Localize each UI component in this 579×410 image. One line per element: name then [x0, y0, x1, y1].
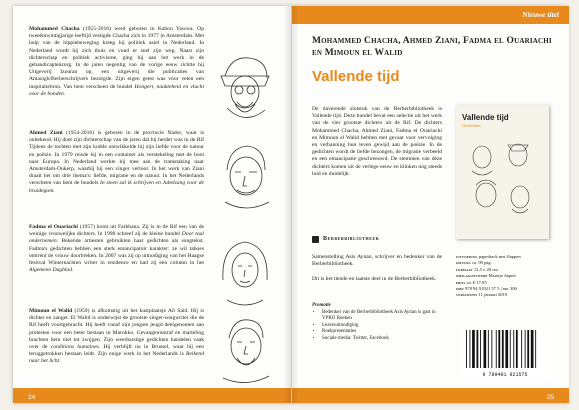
spec-key: omslagontwerp: [456, 273, 488, 279]
barcode-bar: [488, 330, 489, 368]
bio-text: (1957) komt uit Farkhana. Zij is in de Rif een van de weinige vrouwelijke dichters. In 1998 schreef zij de kleine bundel: [29, 224, 204, 238]
cover-illustration: [456, 105, 549, 239]
promotion-heading: Promotie: [312, 303, 331, 308]
spec-value: paperback met flappen: [478, 254, 521, 259]
barcode-bar: [513, 330, 514, 368]
bottom-stripe: [13, 388, 291, 403]
spec-value: 12,5 x 20 cm: [473, 266, 498, 272]
barcode-bar: [531, 330, 534, 368]
barcode-bar: [477, 330, 479, 368]
bio-text: Bekende artiesten gebruikten haar gedichten als songtekst. Fadma's gedichten hebben een sterk emancipatoir karakter: ze wil taboes omtrent de vrouw doorbreken. In 2007 was zij op uitnodiging van het Haagse festival Winternachten writer in residence en had zij een column in het: [29, 238, 204, 267]
barcode-bar: [535, 330, 536, 368]
bio-work: Algemeen Dagblad.: [29, 267, 74, 274]
spec-key: uitvoering: [456, 254, 478, 259]
promotion-list: [312, 310, 442, 343]
bio-text: (1959) is afkomstig uit het kustplaatsje Aït Said. Hij is dichter en zanger. El Walid is onderwijst de grootste singer-songwriter die de Rif heeft voortgebracht. Hij heeft vanaf zijn jongste jeugd deelgenomen aan protesten voor een beter bestaan in Marokko. Gevangenisstraf en marteling brachten hem niet tot zwijgen. Zijn weerbarstige gedichten handelen vaak over de: [29, 308, 205, 351]
book-spread: [13, 6, 568, 403]
bio-name: Mohammed Chacha: [29, 26, 80, 32]
isbn-barcode: [460, 328, 550, 378]
cover-subtitle: Gedichten: [462, 123, 481, 128]
spec-key: isbn: [456, 286, 464, 292]
bio-work: Door taal ondernemen.: [29, 231, 204, 245]
bio-work: In steen zal ik schrijven en Jubelzang voor de bruidegom.: [29, 180, 204, 194]
barcode-bar: [527, 330, 529, 368]
barcode-bar: [484, 330, 487, 368]
spec-key: formaat: [456, 266, 473, 272]
bio-work: conditions humaines.: [50, 344, 101, 351]
portrait-ouariachi: [211, 230, 279, 310]
barcode-bar: [521, 330, 522, 368]
compiler-note: Samenstelling Asis Aynan, schrijver en bedenker van de Berberbibliotheek.: [312, 254, 442, 268]
publisher-mark-icon: [312, 236, 319, 243]
barcode-bar: [466, 330, 467, 368]
barcode-bar: [505, 330, 508, 368]
promotion-block: [312, 303, 442, 343]
bio-text: (1955-2016) werd geboren in Kahou Yawwa. Op tweeëntwintigjarige leeftijd vestigde Chacha zich in 1977 in Amsterdam. Met hulp van de hippiebeweging kreeg hij politiek asiel in Nederland. In Nederland wordt hij zich thuis en vond er snel zijn weg. Naast zijn dichterschap en politiek activisme, ging hij aan het werk in de gehandicaptenzorg. In de jaren negentig van de vorige eeuw richtte hij Uitgeverij Izouran op, een uitgeverij die publicaties van Amazigh/Berberschrijvers bezorgde. Zijn eigen geest was voor velen een inspiratiebron. Van hem verscheen de bundel: [29, 26, 205, 90]
bio-ouariachi: [29, 224, 204, 274]
book-cover: [456, 105, 549, 239]
bottom-stripe: [292, 388, 569, 403]
page-number: 25: [546, 394, 554, 401]
book-description: De daverende slotstuk van de Berberbibliotheek is Vallende tijd. Deze bundel bevat een selectie uit het werk van de vier grootste dichters uit de Rif. De dichters Mohammed Chacha, Ahmed Ziani, Fadma el Ouariachi en Mimoun el Walid hebben met gevaar voor vervolging en verbanning hun leven gewijd aan de poëzie. In de gedichten wordt de liefde bezongen, de migratie verbeeld en een emancipatie geschreeuwd. De stemmen van deze dichters komen uit de verlege eeuw en klinken nog steeds luid en duidelijk.: [312, 106, 442, 177]
spec-value: ca. € 17,95: [466, 279, 487, 285]
section-header: [292, 6, 569, 24]
portrait-chacha: [211, 46, 279, 126]
barcode-bar: [510, 330, 511, 368]
barcode-bar: [502, 330, 504, 368]
barcode-bar: [496, 330, 497, 368]
book-title: Vallende tijd: [312, 68, 400, 85]
bio-chacha: [29, 26, 204, 98]
cover-title: Vallende tijd: [462, 113, 509, 122]
barcode-digits: 9 789491 921575: [482, 372, 528, 378]
barcode-bar: [525, 330, 526, 368]
spec-value: Maartje Jaquet: [488, 273, 516, 279]
portrait-elwalid: [211, 308, 279, 388]
bio-work: Reikend naar het licht.: [29, 351, 204, 365]
barcode-bar: [470, 330, 471, 368]
section-label: Nieuwe titel: [522, 10, 559, 19]
promotion-item: • Bedenker van de Berberbibliotheek Asis Aynan is gast in VPRO Boeken: [322, 310, 442, 323]
spec-key: omvang: [456, 260, 471, 266]
bio-ziani: [29, 130, 204, 195]
spec-key: prijs: [456, 279, 466, 285]
spec-value: 11 januari 2019: [478, 292, 508, 298]
left-page: [13, 6, 291, 403]
barcode-bar: [516, 330, 518, 368]
book-specs: [456, 254, 556, 299]
portrait-ziani: [211, 136, 279, 216]
barcode-bar: [480, 330, 481, 368]
promotion-item: • Sociale media: Twitter, Facebook: [322, 336, 442, 343]
promotion-item: • Lezersuitnodiging: [322, 323, 442, 330]
series-note: Dit is het tiende en laatste deel in de Berberbibliotheek.: [312, 276, 437, 282]
promotion-item: • Boekpresentaties: [322, 329, 442, 336]
spec-row: [456, 292, 556, 298]
barcode-bar: [472, 330, 475, 368]
spec-value: 978 94 91921 57 5 | nur 306: [464, 286, 517, 292]
barcode-bar: [491, 330, 492, 368]
spine-shadow: [283, 6, 299, 403]
bio-work: Hongert, naakteheid en vlucht voor de bonden.: [29, 83, 204, 97]
spec-key: verschijnt: [456, 292, 478, 298]
bio-name: Fadma el Ouariachi: [29, 224, 78, 230]
barcode-bar: [498, 330, 500, 368]
bio-text: (1954-2016) is geboren in de provincie Nador, waar is onbekend. Hij doet zijn dichterschap van de jaren dat hij herder was in de Rif Tijdens de tochten met zijn kudde ontwikkelde hij zijn liefde voor de natuur en poëzie. In 1979 reisde hij in een container als verstekeling met de boot naar Europa. In Nederland werkte hij mee aan de tramstaking naar Amsterdam-Oukerp, waarbij hij een vinger verloor. In het werk van Ziani draait het om drie thema's: liefde, migratie en de natuur. In het Nederlands verscheen van hem de bundels: [29, 130, 204, 187]
spec-value: ca. 90 pag.: [471, 260, 492, 266]
publisher-logo: [312, 234, 442, 244]
bio-elwalid: [29, 308, 204, 366]
book-authors: Mohammed Chacha, Ahmed Ziani, Fadma el Ouariachi en Mimoun el Walid: [312, 36, 552, 58]
bio-name: Ahmed Ziani: [29, 130, 63, 136]
bio-name: Mimoun el Walid: [29, 308, 73, 314]
right-page: [291, 6, 569, 403]
page-number: 24: [28, 394, 36, 401]
publisher-name: Berberbibliotheek: [323, 236, 380, 242]
bio-text: Hij verblijft nu in Brussel, waar hij een teruggetrokken bestaan leidt. Zijn enige werk in het Nederlands is: [29, 344, 204, 358]
